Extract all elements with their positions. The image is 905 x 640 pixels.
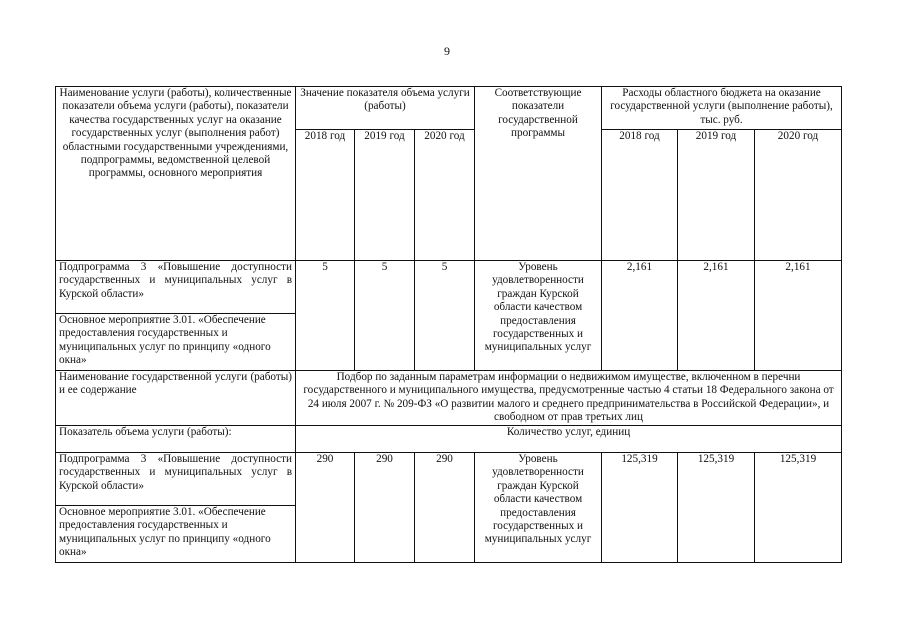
subprogram-cell: Подпрограмма 3 «Повышение доступности государственных и муниципальных услуг в Курской области» [56,261,296,314]
volume-value-2020: 5 [415,261,475,371]
main-event-cell: Основное мероприятие 3.01. «Обеспечение предоставления государственных и муниципальных услуг по принципу «одного окна» [56,506,296,563]
expense-value-2020: 125,319 [755,453,842,563]
expense-value-2019: 2,161 [678,261,755,371]
expense-value-2018: 2,161 [602,261,678,371]
volume-value-2019: 5 [355,261,415,371]
volume-value-2019: 290 [355,453,415,563]
program-indicator-cell: Уровень удовлетворенности граждан Курской области качеством предоставления государственных и муниципальных услуг [475,453,602,563]
table-row [56,453,842,506]
header-year-expense-2018: 2018 год [602,130,678,261]
volume-value-2018: 5 [296,261,355,371]
main-event-cell: Основное мероприятие 3.01. «Обеспечение предоставления государственных и муниципальных услуг по принципу «одного окна» [56,314,296,371]
header-row [56,87,842,130]
header-year-volume-2020: 2020 год [415,130,475,261]
volume-value-2018: 290 [296,453,355,563]
header-budget-expenses: Расходы областного бюджета на оказание государственной услуги (выполнение работы), тыс. руб. [602,87,842,130]
header-year-expense-2019: 2019 год [678,130,755,261]
table-row [56,371,842,426]
volume-indicator-content: Количество услуг, единиц [296,426,842,453]
service-content-cell: Подбор по заданным параметрам информации о недвижимом имуществе, включенном в перечни государственного и муниципального имущества, предусмотренные частью 4 статьи 18 Федерального закона от 24 июля 2007 г. № 209-ФЗ «О развитии малого и среднего предпринимательства в Российской Федерации», и свободном от прав третьих лиц [296,371,842,426]
expense-value-2018: 125,319 [602,453,678,563]
header-year-expense-2020: 2020 год [755,130,842,261]
header-program-indicators: Соответствующие показатели государственной программы [475,87,602,261]
header-volume-value: Значение показателя объема услуги (работы) [296,87,475,130]
header-service-name: Наименование услуги (работы), количественные показатели объема услуги (работы), показатели качества государственных услуг на оказание государственных услуг (выполнения работ) областными государственными учреждениями, подпрограммы, ведомственной целевой программы, основного мероприятия [56,87,296,261]
page-number: 9 [444,44,450,58]
service-label-cell: Наименование государственной услуги (работы) и ее содержание [56,371,296,426]
services-table [55,86,842,563]
header-year-volume-2018: 2018 год [296,130,355,261]
volume-value-2020: 290 [415,453,475,563]
expense-value-2020: 2,161 [755,261,842,371]
table-row [56,426,842,453]
program-indicator-cell: Уровень удовлетворенности граждан Курской области качеством предоставления государственных и муниципальных услуг [475,261,602,371]
header-year-volume-2019: 2019 год [355,130,415,261]
table-row [56,261,842,314]
expense-value-2019: 125,319 [678,453,755,563]
volume-indicator-label: Показатель объема услуги (работы): [56,426,296,453]
subprogram-cell: Подпрограмма 3 «Повышение доступности государственных и муниципальных услуг в Курской области» [56,453,296,506]
